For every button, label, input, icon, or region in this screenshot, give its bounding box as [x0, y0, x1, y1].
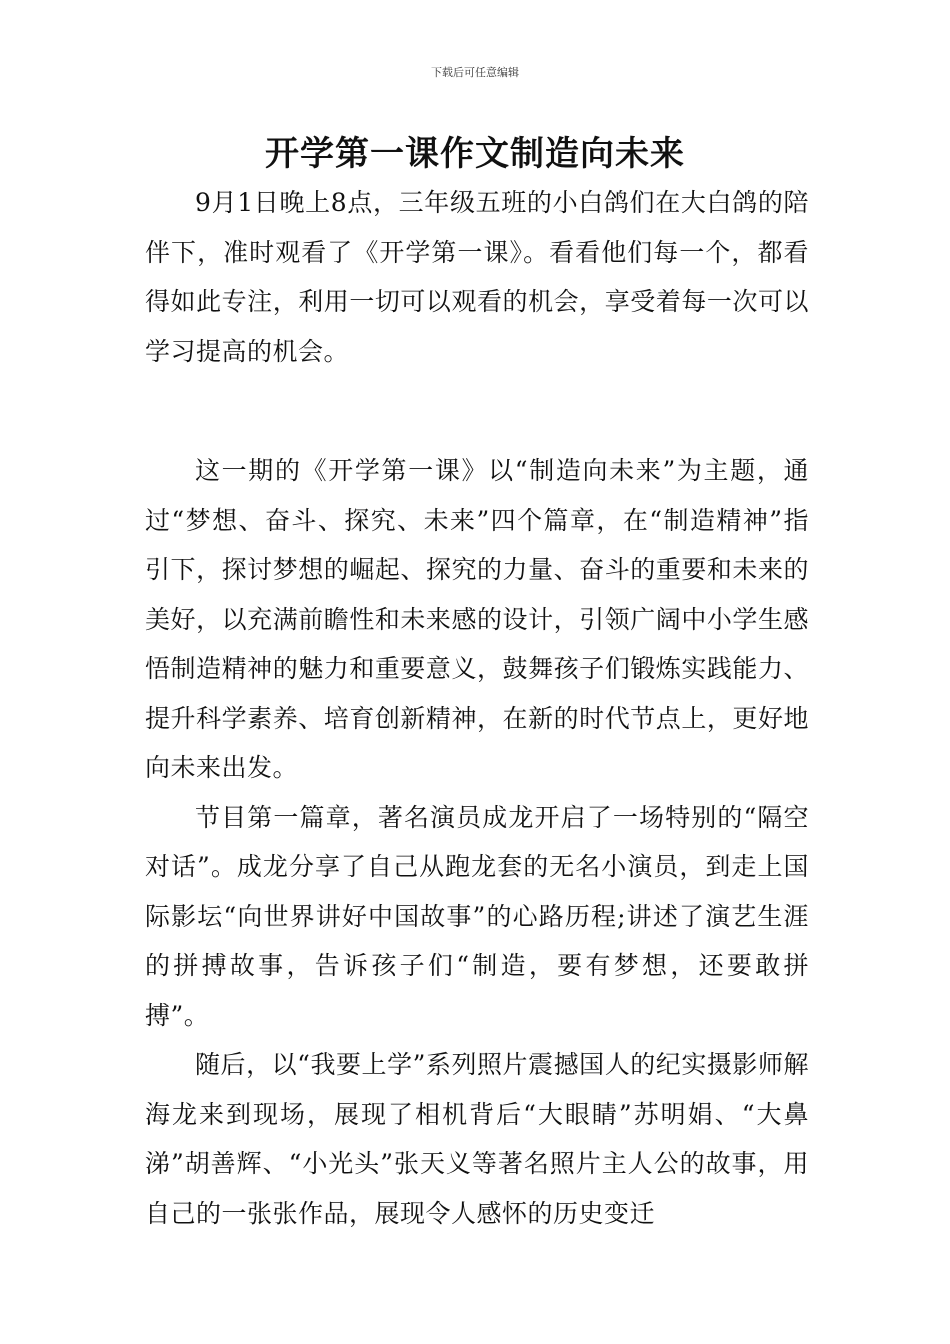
- document-body: [145, 178, 809, 1238]
- header-note: 下载后可任意编辑: [431, 66, 519, 79]
- document-title: 开学第一课作文制造向未来: [265, 134, 685, 174]
- paragraph-4: 随后，以“我要上学”系列照片震撼国人的纪实摄影师解海龙来到现场，展现了相机背后“大眼睛”苏明娟、“大鼻涕”胡善辉、“小光头”张天义等著名照片主人公的故事，用自己的一张张作品，展现令人感怀的历史变迁: [145, 1050, 809, 1228]
- paragraph-2: 这一期的《开学第一课》以“制造向未来”为主题，通过“梦想、奋斗、探究、未来”四个篇章，在“制造精神”指引下，探讨梦想的崛起、探究的力量、奋斗的重要和未来的美好，以充满前瞻性和未来感的设计，引领广阔中小学生感悟制造精神的魅力和重要意义，鼓舞孩子们锻炼实践能力、提升科学素养、培育创新精神，在新的时代节点上，更好地向未来出发。: [145, 456, 809, 782]
- paragraph-1: 9月1日晚上8点，三年级五班的小白鸽们在大白鸽的陪伴下，准时观看了《开学第一课》。看看他们每一个，都看得如此专注，利用一切可以观看的机会，享受着每一次可以学习提高的机会。: [145, 188, 809, 366]
- paragraph-3: 节目第一篇章，著名演员成龙开启了一场特别的“隔空对话”。成龙分享了自己从跑龙套的无名小演员，到走上国际影坛“向世界讲好中国故事”的心路历程;讲述了演艺生涯的拼搏故事，告诉孩子们“制造，要有梦想，还要敢拼搏”。: [145, 802, 809, 1030]
